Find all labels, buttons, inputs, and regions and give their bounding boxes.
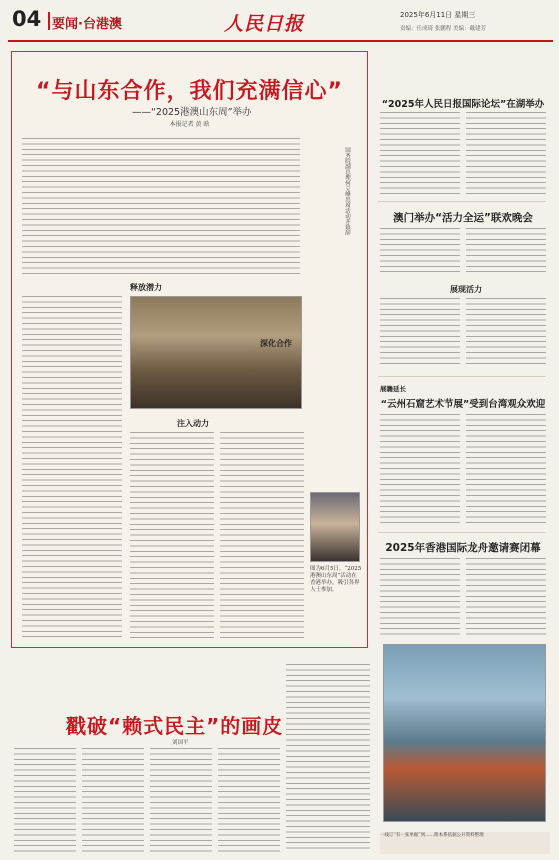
lead-body-text <box>22 138 300 276</box>
article1-col1 <box>380 112 460 194</box>
article3-col2 <box>466 298 546 366</box>
commentary-col3 <box>150 748 212 852</box>
page-number: 04 <box>12 7 42 31</box>
issue-date: 2025年6月11日 星期三 <box>400 11 476 19</box>
divider <box>378 376 546 377</box>
newspaper-logo: 人民日报 <box>224 13 305 35</box>
dragon-boat-photo <box>383 644 546 822</box>
article3-title: 展现活力 <box>450 285 482 294</box>
subhead-1: 释放潜力 <box>130 283 162 292</box>
article5-col1 <box>380 558 460 638</box>
article2-col1 <box>380 228 460 273</box>
article4-kicker: 展瞻延长 <box>380 385 406 393</box>
editors-line: 责编：任成琦 张鹏程 美编：戴建芳 <box>400 26 486 32</box>
lead-article <box>11 51 368 648</box>
column-2-text <box>130 432 214 641</box>
commentary-col1 <box>14 748 76 852</box>
lead-byline: 本报记者 黄 晗 <box>169 121 210 128</box>
commentary-col2 <box>82 748 144 852</box>
article4-col2 <box>466 414 546 524</box>
section-name: 要闻·台港澳 <box>52 17 122 32</box>
article4-title: “云州石窟艺术节展”受到台湾观众欢迎 <box>380 399 546 410</box>
column-3-text <box>220 432 304 641</box>
article2-title: 澳门举办“活力全运”联欢晚会 <box>393 212 533 224</box>
footer-note: 一线订“有一张单据”到……附本系依据公开资料整理 <box>380 832 550 854</box>
photo-caption: 图为6月5日，“2025港澳山东周”活动在香港举办，吸引各界人士参加。 <box>310 566 362 593</box>
lead-subtitle: ——“2025港澳山东周”举办 <box>132 107 252 118</box>
article5-title: 2025年香港国际龙舟邀请赛闭幕 <box>385 542 541 554</box>
article4-col1 <box>380 414 460 524</box>
section-marker <box>48 12 50 30</box>
side-photo <box>310 492 360 562</box>
subhead-3: 深化合作 <box>260 339 292 348</box>
column-1-text <box>22 296 122 641</box>
article1-title: “2025年人民日报国际论坛”在湖举办 <box>381 99 545 110</box>
divider <box>378 201 546 202</box>
commentary-byline: 刘国平 <box>172 740 189 746</box>
article2-col2 <box>466 228 546 273</box>
article5-col2 <box>466 558 546 638</box>
lead-title: “与山东合作，我们充满信心” <box>36 79 343 104</box>
side-note: 国务院副总理何立峰出席活动并致辞 <box>344 147 350 235</box>
article1-col2 <box>466 112 546 194</box>
lead-photo <box>130 296 302 409</box>
article3-col1 <box>380 298 460 366</box>
divider <box>378 532 546 533</box>
commentary-title: 戳破“赖式民主”的画皮 <box>66 714 284 738</box>
commentary-col4 <box>218 748 280 852</box>
subhead-2: 注入动力 <box>177 419 209 428</box>
page-header <box>8 4 553 42</box>
commentary-col5 <box>286 664 370 852</box>
